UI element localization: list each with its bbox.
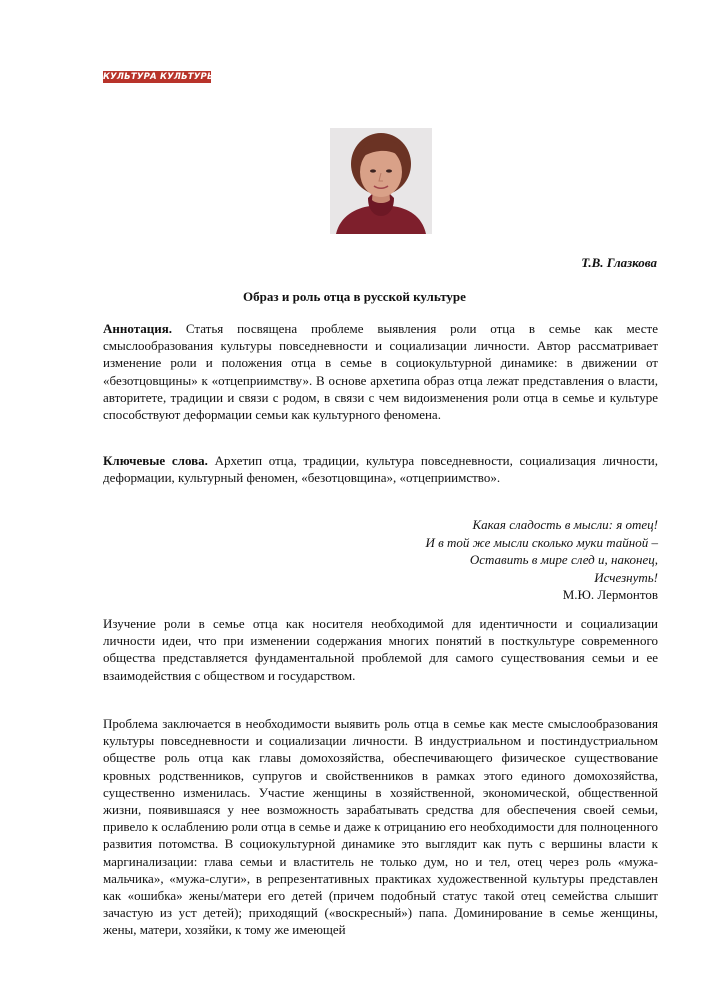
keywords-label: Ключевые слова. <box>103 453 208 468</box>
keywords <box>103 452 658 486</box>
body-paragraph: Изучение роли в семье отца как носителя необходимой для идентичности и социализации личности идеи, что при изменении содержания многих понятий в посткультуре современного общества представляется фундаментальной проблемой для самого существования семьи и ее взаимодействия с обществом и государством. <box>103 616 658 683</box>
epigraph-signature: М.Ю. Лермонтов <box>562 587 658 603</box>
abstract-label: Аннотация. <box>103 321 173 336</box>
keywords-text: Архетип отца, традиции, культура повседневности, социализация личности, деформации, культурный феномен, «безотцовщина», «отцеприимство». <box>103 453 658 486</box>
epigraph-line: Исчезнуть! <box>594 569 658 585</box>
body-paragraph: Проблема заключается в необходимости выявить роль отца в семье как месте смыслообразования культуры повседневности и социализации личности. В индустриальном и постиндустриальном обществе роль отца как главы домохозяйства, обеспечивающего физическое существование кровных родственников, супругов и свойственников в рамках этого единого домохозяйства, существенно изменилась. Участие женщины в хозяйственной, экономической, общественной жизни, появившаяся у нее возможность зарабатывать средства для обеспечения своей семьи, привело к ослаблению роли отца в семье и даже к отрицанию его необходимости для полноценного развития потомства. В социокультурной динамике это выглядит как путь с вершины власти к маргинализации: глава семьи и властитель не только дум, но и тел, отец через роль «мужа-мальчика», «мужа-слуги», в репрезентативных практиках художественной культуры представлен как «ошибка» жены/матери его детей (причем подобный статус такой отец семейства слышит зачастую из уст детей); приходящий («воскресный») папа. Доминирование в семье женщины, жены, матери, хозяйки, к тому же имеющей <box>103 716 658 938</box>
abstract-text: Статья посвящена проблеме выявления роли отца в семье как месте смыслообразования культуры повседневности и социализации личности. Автор рассматривает изменение роли и положения отца в семье в социокультурной динамике: в движении от «безотцовщины» к «отцеприимству». В основе архетипа образ отца лежат представления о власти, авторитете, традиции и связи с родом, в связи с чем видоизменения роли отца в семье и культуре способствуют деформации семьи как культурного феномена. <box>103 321 658 423</box>
epigraph-line: Какая сладость в мысли: я отец! <box>472 517 658 532</box>
article-title: Образ и роль отца в русской культуре <box>243 289 466 304</box>
journal-logo: КУЛЬТУРА КУЛЬТУРЫ. 2016 <box>103 72 248 82</box>
article-author: Т.В. Глазкова <box>581 255 657 270</box>
epigraph <box>426 516 659 604</box>
abstract <box>103 320 658 423</box>
author-photo <box>330 128 432 234</box>
epigraph-line: И в той же мысли сколько муки тайной – <box>425 534 658 550</box>
epigraph-line: Оставить в мире след и, наконец, <box>469 552 658 568</box>
